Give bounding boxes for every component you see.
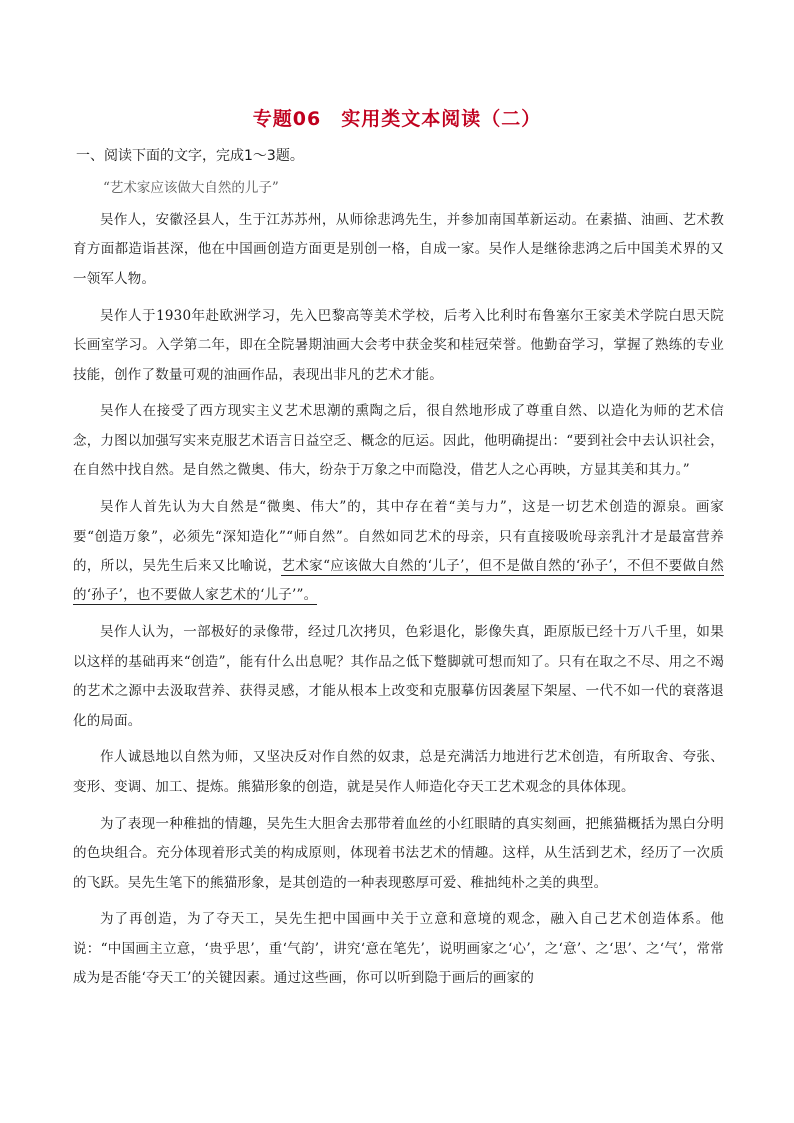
paragraph-8: 为了再创造，为了夺天工，吴先生把中国画中关于立意和意境的观念，融入自己艺术创造体系。他说：“中国画主立意，‘贵乎思’，重‘气韵’，讲究‘意在笔先’，说明画家之‘心’，之‘意’、之‘思’、之‘气’，常常成为是否能‘夺天工’的关键因素。通过这些画，你可以听到隐于画后的画家的 xyxy=(73,911,724,987)
paragraph-3: 吴作人在接受了西方现实主义艺术思潮的熏陶之后，很自然地形成了尊重自然、以造化为师的艺术信念，力图以加强写实来克服艺术语言日益空乏、概念的厄运。因此，他明确提出：“要到社会中去认识社会，在自然中找自然。是自然之微奥、伟大，纷杂于万象之中而隐没，借艺人之心再映，方显其美和其力。” xyxy=(73,403,725,479)
paragraph-1: 吴作人，安徽泾县人，生于江苏苏州，从师徐悲鸿先生，并参加南国革新运动。在素描、油画、艺术教育方面都造诣甚深，他在中国画创造方面更是别创一格，自成一家。吴作人是继徐悲鸿之后中国美术界的又一领军人物。 xyxy=(73,212,724,287)
article-body xyxy=(73,206,724,994)
paragraph-2: 吴作人于1930年赴欧洲学习，先入巴黎高等美术学校，后考入比利时布鲁塞尔王家美术学院白思天院长画室学习。入学第二年，即在全院暑期油画大会考中获金奖和桂冠荣誉。他勤奋学习，掌握了熟练的专业技能，创作了数量可观的油画作品，表现出非凡的艺术才能。 xyxy=(73,307,724,383)
page-title: 专题06 实用类文本阅读（二） xyxy=(252,108,542,130)
paragraph-4 xyxy=(73,493,724,611)
paragraph-4-lead: 吴作人首先认为大自然是“微奥、伟大”的，其中存在着“美与力”，这是一切艺术创造的源泉。画家要“创造万象”，必须先“深知造化”“师自然”。自然如同艺术的母亲，只有直接吸吮母亲乳汁才是最富营养的，所以，吴先生后来又比喻说， xyxy=(73,499,724,574)
underlined-quote: 艺术家“应该做大自然的‘儿子’，但不是做自然的‘孙子’，不但不要做自然的‘孙子’，也不要做人家艺术的‘儿子’”。 xyxy=(73,557,724,604)
article-subtitle: “艺术家应该做大自然的儿子” xyxy=(103,180,279,196)
paragraph-7: 为了表现一种稚拙的情趣，吴先生大胆舍去那带着血丝的小红眼睛的真实刻画，把熊猫概括为黑白分明的色块组合。充分体现着形式美的构成原则，体现着书法艺术的情趣。这样，从生活到艺术，经历了一次质的飞跃。吴先生笔下的熊猫形象，是其创造的一种表现憨厚可爱、稚拙纯朴之美的典型。 xyxy=(73,815,724,891)
paragraph-5: 吴作人认为，一部极好的录像带，经过几次拷贝，色彩退化，影像失真，距原版已经十万八千里，如果以这样的基础再来“创造”，能有什么出息呢？其作品之低下蹩脚就可想而知了。只有在取之不尽、用之不竭的艺术之源中去汲取营养、获得灵感，才能从根本上改变和克服摹仿因袭屋下架屋、一代不如一代的衰落退化的局面。 xyxy=(73,624,724,729)
question-instruction: 一、阅读下面的文字，完成1～3题。 xyxy=(76,148,304,164)
paragraph-6: 作人诚恳地以自然为师，又坚决反对作自然的奴隶，总是充满活力地进行艺术创造，有所取舍、夸张、变形、变调、加工、提炼。熊猫形象的创造，就是吴作人师造化夺天工艺术观念的具体体现。 xyxy=(73,749,724,795)
